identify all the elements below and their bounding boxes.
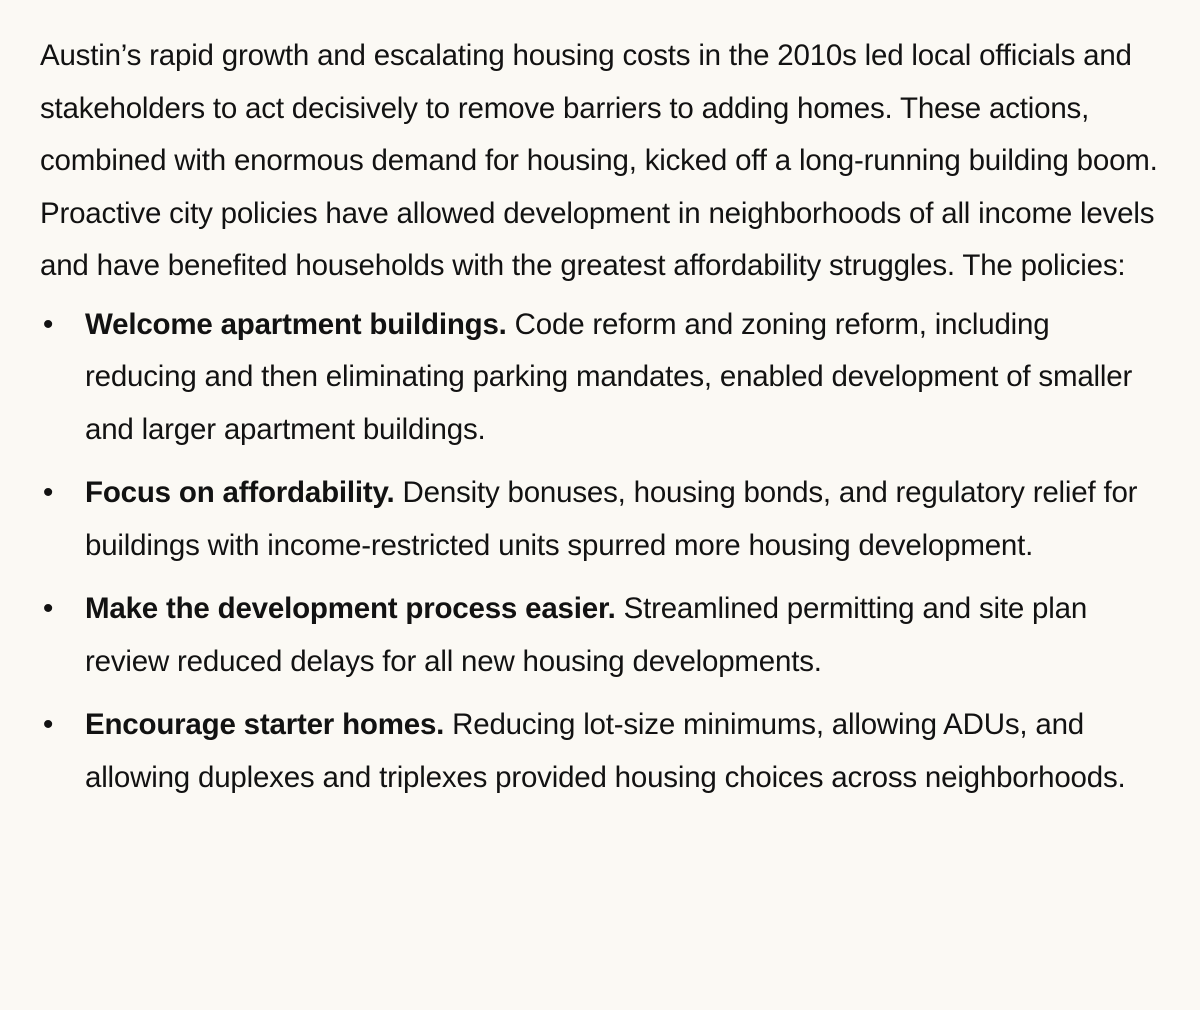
policy-heading: Make the development process easier.: [85, 592, 616, 625]
policy-text: Code reform and zoning reform, including reducing and then eliminating parking mandates, enabled development of smaller and larger apartment buildings.: [85, 307, 1133, 446]
policy-heading: Focus on affordability.: [85, 476, 395, 509]
policy-list: [40, 299, 1160, 805]
bullet-icon: •: [42, 708, 54, 741]
bullet-icon: •: [42, 476, 54, 509]
policy-heading: Encourage starter homes.: [85, 708, 445, 741]
policy-text: Streamlined permitting and site plan review reduced delays for all new housing developments.: [85, 592, 1088, 678]
intro-paragraph: Austin’s rapid growth and escalating housing costs in the 2010s led local officials and stakeholders to act decisively to remove barriers to adding homes. These actions, combined with enormous demand for housing, kicked off a long-running building boom. Proactive city policies have allowed development in neighborhoods of all income levels and have benefited households with the greatest affordability struggles. The policies:: [40, 39, 1158, 282]
list-item: [40, 467, 1160, 572]
list-item: [40, 583, 1160, 688]
list-item: [40, 299, 1160, 457]
list-item: [40, 699, 1160, 804]
bullet-icon: •: [42, 307, 54, 341]
bullet-icon: •: [42, 592, 54, 625]
policy-text: Density bonuses, housing bonds, and regulatory relief for buildings with income-restricted units spurred more housing development.: [85, 476, 1138, 562]
policy-text: Reducing lot-size minimums, allowing ADUs, and allowing duplexes and triplexes provided housing choices across neighborhoods.: [85, 708, 1126, 794]
policy-heading: Welcome apartment buildings.: [85, 307, 507, 341]
